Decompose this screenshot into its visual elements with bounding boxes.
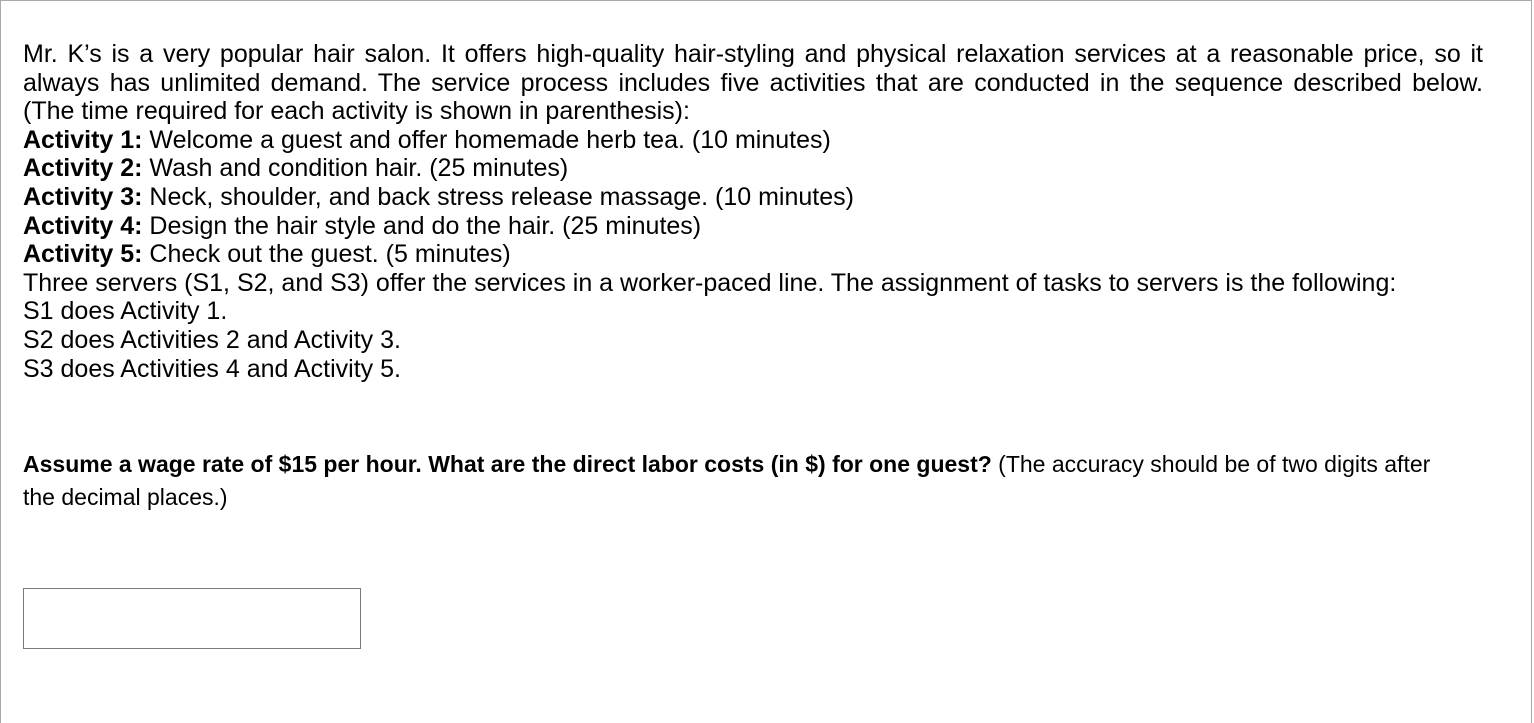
assignment-s3: S3 does Activities 4 and Activity 5.	[23, 354, 401, 383]
activity-2-text: Wash and condition hair. (25 minutes)	[142, 154, 569, 183]
assignment-s1: S1 does Activity 1.	[23, 297, 228, 326]
answer-input[interactable]	[23, 588, 361, 649]
question-bold-text: Assume a wage rate of $15 per hour. What are the direct labor costs (in $) for one guest?	[23, 451, 992, 477]
question-note-text: (The accuracy should be of two digits after the decimal places.)	[23, 451, 1431, 510]
activity-4	[23, 212, 1483, 241]
activity-4-text: Design the hair style and do the hair. (25 minutes)	[142, 211, 702, 240]
intro-paragraph: Mr. K’s is a very popular hair salon. It offers high-quality hair-styling and physical relaxation services at a reasonable price, so it always has unlimited demand. The service process includes five activities that are conducted in the sequence described below. (The time required for each activity is shown in parenthesis):	[23, 40, 1483, 126]
activity-5-text: Check out the guest. (5 minutes)	[142, 240, 511, 269]
activity-2	[23, 154, 1483, 183]
activity-2-label: Activity 2:	[23, 154, 143, 183]
assignment-s2: S2 does Activities 2 and Activity 3.	[23, 325, 401, 354]
activity-1	[23, 126, 1483, 155]
activity-1-label: Activity 1:	[23, 125, 143, 154]
activity-5	[23, 240, 1483, 269]
activity-3-label: Activity 3:	[23, 182, 143, 211]
problem-statement	[23, 40, 1483, 383]
activity-3-text: Neck, shoulder, and back stress release massage. (10 minutes)	[142, 182, 854, 211]
activity-5-label: Activity 5:	[23, 240, 143, 269]
question-prompt	[23, 448, 1463, 514]
activity-1-text: Welcome a guest and offer homemade herb tea. (10 minutes)	[142, 125, 831, 154]
servers-paragraph: Three servers (S1, S2, and S3) offer the services in a worker-paced line. The assignment of tasks to servers is the following:	[23, 268, 1397, 297]
activity-4-label: Activity 4:	[23, 211, 143, 240]
activity-3	[23, 183, 1483, 212]
